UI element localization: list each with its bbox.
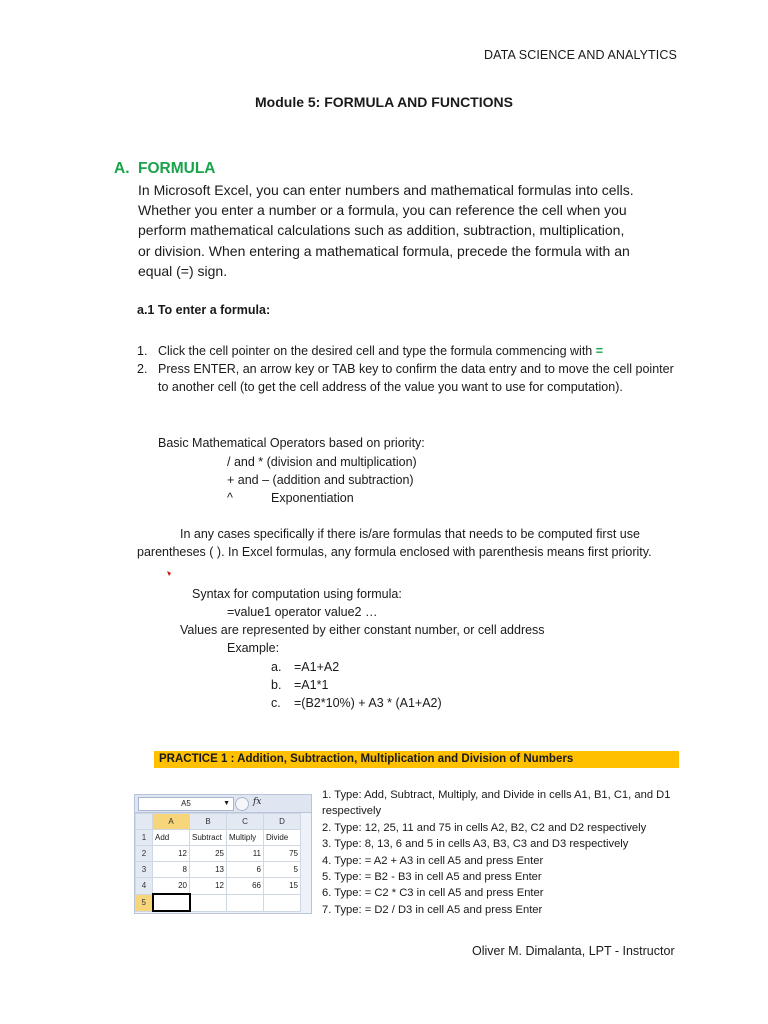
paragraph-line: In Microsoft Excel, you can enter numbers and mathematical formulas into cells.	[138, 182, 634, 198]
cell	[264, 894, 301, 911]
cell: Divide	[264, 830, 301, 846]
table-row	[136, 846, 301, 862]
practice-instructions	[322, 787, 682, 918]
example-letter: b.	[271, 678, 282, 692]
cell	[190, 894, 227, 911]
cell: 75	[264, 846, 301, 862]
step-number: 1.	[137, 344, 148, 358]
list-item: 6. Type: = C2 * C3 in cell A5 and press Enter	[322, 887, 544, 900]
example-letter: c.	[271, 696, 281, 710]
cell: 5	[264, 862, 301, 878]
red-mark-icon	[166, 570, 173, 577]
cell: 12	[153, 846, 190, 862]
syntax-heading: Syntax for computation using formula:	[192, 587, 402, 601]
cell: 66	[227, 878, 264, 895]
step-text: Press ENTER, an arrow key or TAB key to confirm the data entry and to move the cell pointer to another cell (to get the cell address of the value you want to use for computation).	[158, 362, 674, 394]
table-row	[136, 878, 301, 895]
table-row	[136, 830, 301, 846]
example-formula: =A1*1	[294, 678, 329, 692]
zoom-circle-icon	[235, 797, 249, 811]
operator-desc: Exponentiation	[271, 491, 354, 505]
operator-item: / and * (division and multiplication)	[227, 455, 417, 469]
paragraph-line: or division. When entering a mathematical formula, precede the formula with an	[138, 242, 630, 259]
syntax-pattern: =value1 operator value2 …	[227, 605, 378, 619]
row-header: 1	[136, 830, 153, 846]
row-header: 4	[136, 878, 153, 895]
footer-instructor: Oliver M. Dimalanta, LPT - Instructor	[472, 944, 675, 958]
step-number: 2.	[137, 362, 148, 376]
cell: 12	[190, 878, 227, 895]
spreadsheet-grid	[135, 813, 301, 912]
name-box-value: A5	[181, 799, 191, 808]
cell: Subtract	[190, 830, 227, 846]
paragraph-line: perform mathematical calculations such as addition, subtraction, multiplication,	[138, 222, 625, 239]
name-box	[138, 797, 234, 811]
cell: 25	[190, 846, 227, 862]
cell: 8	[153, 862, 190, 878]
table-row	[136, 894, 301, 911]
step-item	[137, 360, 677, 396]
column-header: A	[153, 814, 190, 830]
section-heading	[114, 160, 216, 178]
cell	[227, 894, 264, 911]
column-header: D	[264, 814, 301, 830]
section-title: FORMULA	[138, 160, 216, 177]
cell: 13	[190, 862, 227, 878]
step-text: Click the cell pointer on the desired cell and type the formula commencing with	[158, 344, 593, 358]
practice-title: PRACTICE 1 : Addition, Subtraction, Multiplication and Division of Numbers	[154, 751, 679, 768]
cell: Multiply	[227, 830, 264, 846]
parenthesis-note-line2: parentheses ( ). In Excel formulas, any formula enclosed with parenthesis means first priority.	[137, 545, 652, 559]
equals-highlight: =	[595, 344, 604, 358]
active-cell	[153, 894, 190, 911]
cell: 6	[227, 862, 264, 878]
column-header-row	[136, 814, 301, 830]
fx-icon: fx	[253, 797, 262, 807]
paragraph-line: equal (=) sign.	[138, 262, 228, 279]
section-letter: A.	[114, 160, 130, 177]
syntax-values-note: Values are represented by either constant number, or cell address	[180, 623, 545, 637]
cell: 11	[227, 846, 264, 862]
subsection-heading: a.1 To enter a formula:	[137, 303, 271, 317]
section-paragraph	[138, 180, 683, 281]
steps-list	[137, 342, 677, 396]
parenthesis-note-line1: In any cases specifically if there is/are formulas that needs to be computed first use	[180, 527, 640, 541]
chevron-down-icon: ▼	[223, 800, 230, 807]
cell: 15	[264, 878, 301, 895]
formula-bar	[135, 795, 311, 813]
example-label: Example:	[227, 641, 280, 655]
spreadsheet-screenshot	[134, 794, 312, 914]
list-item: 2. Type: 12, 25, 11 and 75 in cells A2, B2, C2 and D2 respectively	[322, 821, 647, 834]
column-header: C	[227, 814, 264, 830]
corner-cell	[136, 814, 153, 830]
cell: Add	[153, 830, 190, 846]
operator-item: + and – (addition and subtraction)	[227, 473, 414, 487]
row-header: 2	[136, 846, 153, 862]
step-item	[137, 342, 677, 360]
operator-symbol: ^	[227, 491, 233, 505]
table-row	[136, 862, 301, 878]
list-item: 3. Type: 8, 13, 6 and 5 in cells A3, B3, C3 and D3 respectively	[322, 838, 629, 851]
operators-intro: Basic Mathematical Operators based on priority:	[158, 436, 425, 450]
example-letter: a.	[271, 660, 282, 674]
cell: 20	[153, 878, 190, 895]
row-header: 5	[136, 894, 153, 911]
list-item: 5. Type: = B2 - B3 in cell A5 and press Enter	[322, 871, 542, 884]
column-header: B	[190, 814, 227, 830]
list-item: 7. Type: = D2 / D3 in cell A5 and press Enter	[322, 903, 543, 916]
example-formula: =A1+A2	[294, 660, 340, 674]
header-course: DATA SCIENCE AND ANALYTICS	[484, 48, 677, 62]
example-formula: =(B2*10%) + A3 * (A1+A2)	[294, 696, 442, 710]
paragraph-line: Whether you enter a number or a formula, you can reference the cell when you	[138, 202, 627, 219]
row-header: 3	[136, 862, 153, 878]
page-title: Module 5: FORMULA AND FUNCTIONS	[255, 94, 513, 110]
list-item: 1. Type: Add, Subtract, Multiply, and Divide in cells A1, B1, C1, and D1 respectively	[322, 789, 671, 818]
list-item: 4. Type: = A2 + A3 in cell A5 and press Enter	[322, 854, 544, 867]
